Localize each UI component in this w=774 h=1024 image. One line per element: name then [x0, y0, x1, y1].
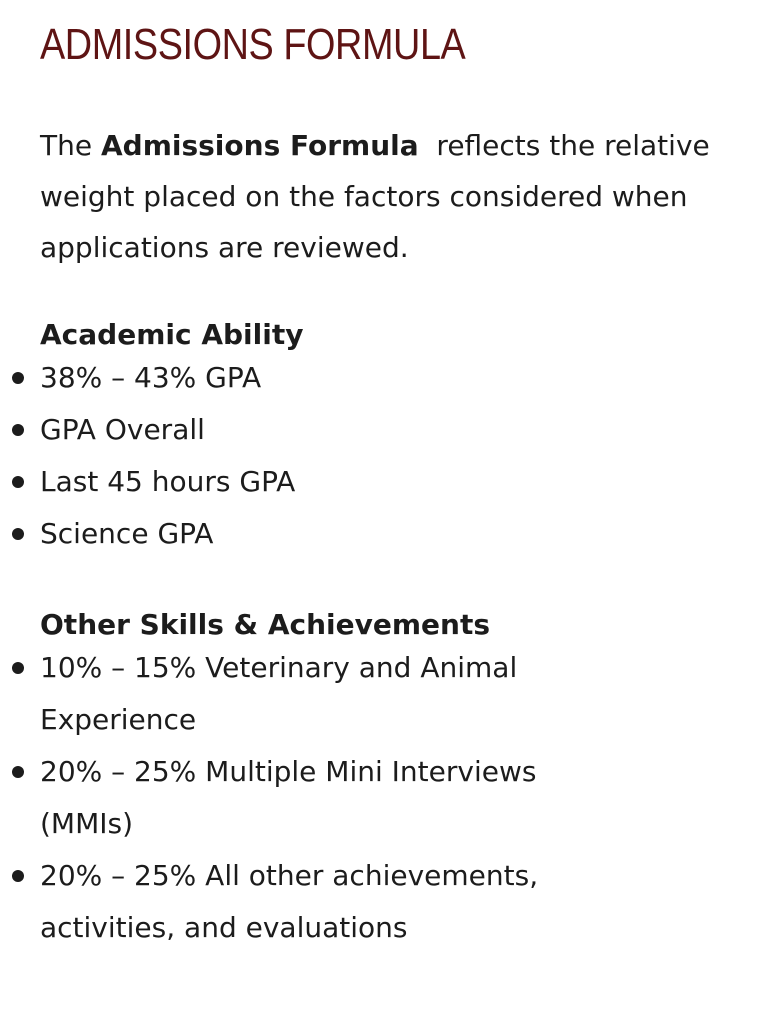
academic-item-label: 38% – 43% GPA: [40, 361, 262, 394]
list-item: [40, 352, 734, 560]
section-heading-other: Other Skills & Achievements: [40, 608, 491, 641]
page-title: ADMISSIONS FORMULA: [40, 20, 466, 69]
bullet-icon: [12, 662, 24, 674]
intro-suffix: reflects the relative weight placed on the factors considered when applications are reviewed.: [40, 129, 719, 264]
other-list: [40, 642, 600, 954]
section-heading-academic: Academic Ability: [40, 318, 304, 351]
academic-list: [40, 352, 734, 560]
bullet-icon: [12, 528, 24, 540]
list-item: [40, 404, 734, 456]
list-item: [40, 642, 600, 746]
bullet-icon: [12, 424, 24, 436]
intro-prefix: The: [40, 129, 101, 162]
bullet-icon: [12, 870, 24, 882]
bullet-icon: [12, 372, 24, 384]
sub-item-label: Science GPA: [40, 517, 214, 550]
list-item: [40, 456, 734, 508]
list-item: [40, 508, 734, 560]
other-item-label: 10% – 15% Veterinary and Animal Experience: [40, 651, 518, 736]
bullet-icon: [12, 766, 24, 778]
sub-item-label: Last 45 hours GPA: [40, 465, 296, 498]
intro-paragraph: [40, 120, 720, 273]
intro-bold-term: Admissions Formula: [100, 129, 419, 162]
sub-item-label: GPA Overall: [40, 413, 205, 446]
bullet-icon: [12, 476, 24, 488]
academic-sublist: [40, 404, 734, 560]
list-item: [40, 850, 600, 954]
other-item-label: 20% – 25% All other achievements, activities, and evaluations: [40, 859, 539, 944]
other-item-label: 20% – 25% Multiple Mini Interviews (MMIs): [40, 755, 537, 840]
list-item: [40, 746, 600, 850]
